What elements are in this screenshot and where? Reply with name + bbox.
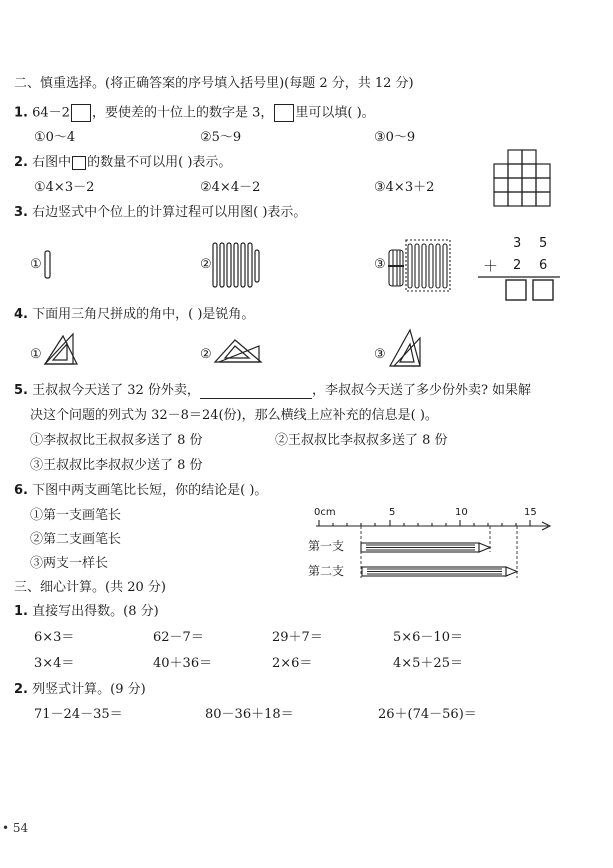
- question-text-part: 右图中: [32, 155, 72, 170]
- question-text: 右边竖式中个位上的计算过程可以用图( )表示。: [32, 205, 307, 220]
- question-text: 下图中两支画笔比长短，你的结论是( )。: [32, 483, 268, 498]
- calc-item: 62－7＝: [153, 630, 204, 645]
- question-number: 5.: [14, 383, 28, 398]
- option: ③两支一样长: [30, 556, 109, 571]
- option: ①李叔叔比王叔叔多送了 8 份: [30, 433, 203, 448]
- part-title: 直接写出得数。(8 分): [32, 604, 159, 619]
- option-label: ②: [200, 257, 212, 272]
- calc-item: 6×3＝: [34, 630, 75, 645]
- option: ③4×3＋2: [374, 180, 435, 195]
- calc-item: 40＋36＝: [153, 656, 213, 671]
- question-number: 3.: [14, 205, 28, 220]
- ruler-tick-label: 5: [389, 507, 396, 518]
- option: ①4×3－2: [34, 180, 95, 195]
- sticks-figure-2: [212, 242, 260, 290]
- pen-label-1: 第一支: [308, 539, 345, 553]
- ruler-tick-label: 10: [455, 507, 468, 518]
- vertical-bottom-ones: 6: [539, 258, 548, 273]
- option-label: ①: [30, 257, 42, 272]
- option-label: ③: [374, 257, 386, 272]
- question-text-part: 64－2: [32, 105, 70, 121]
- sticks-figure-1: [44, 250, 54, 280]
- option: ①0～4: [34, 130, 76, 145]
- option-label: ②: [200, 347, 212, 362]
- question-5-line1: [14, 383, 531, 399]
- question-number: 6.: [14, 483, 28, 498]
- question-number: 4.: [14, 307, 28, 322]
- square-grid-figure: [494, 148, 564, 214]
- part-2-title: [14, 682, 146, 698]
- answer-box: [274, 104, 294, 122]
- pen-1: [360, 541, 510, 555]
- question-2: [14, 155, 231, 171]
- ruler-tick-label: 15: [524, 507, 537, 518]
- part-number: 2.: [14, 682, 28, 697]
- option: ②4×4－2: [200, 180, 261, 195]
- fill-blank-line: [200, 386, 312, 399]
- question-3: [14, 205, 306, 221]
- vertical-answer-boxes: [478, 274, 568, 304]
- calc-item: 3×4＝: [34, 656, 75, 671]
- part-1-title: [14, 604, 159, 620]
- option: ②王叔叔比李叔叔多送了 8 份: [275, 433, 448, 448]
- ruler-tick-label: 0cm: [314, 507, 336, 518]
- section2-heading: 二、慎重选择。(将正确答案的序号填入括号里)(每题 2 分，共 12 分): [14, 76, 414, 91]
- question-text-part: 王叔叔今天送了 32 份外卖，: [32, 383, 200, 398]
- vertical-top-tens: 3: [513, 236, 522, 251]
- question-number: 1.: [14, 105, 28, 121]
- part-number: 1.: [14, 604, 28, 619]
- question-6: [14, 483, 267, 499]
- question-text-part: ，要使差的十位上的数字是 3，: [91, 105, 274, 121]
- triangle-ruler-figure-2: [213, 336, 263, 366]
- vertical-top-ones: 5: [539, 236, 548, 251]
- question-text: 下面用三角尺拼成的角中，( )是锐角。: [32, 307, 255, 322]
- vertical-calc-item: 80－36＋18＝: [205, 707, 294, 722]
- calc-item: 29＋7＝: [272, 630, 323, 645]
- sticks-figure-3: [388, 240, 458, 292]
- option: ②5～9: [200, 130, 242, 145]
- answer-box: [71, 104, 91, 122]
- option: ①第一支画笔长: [30, 508, 122, 523]
- triangle-ruler-figure-1: [43, 332, 79, 366]
- vertical-bottom-tens: 2: [513, 258, 522, 273]
- vertical-calc-item: 26＋(74－56)＝: [378, 707, 477, 722]
- pen-2: [361, 565, 521, 579]
- question-text-part: 里可以填( )。: [295, 105, 375, 121]
- page-number: • 54: [2, 821, 29, 835]
- question-number: 2.: [14, 155, 28, 170]
- question-text-part: ，李叔叔今天送了多少份外卖? 如果解: [311, 383, 532, 398]
- option: ②第二支画笔长: [30, 532, 122, 547]
- plus-sign: ＋: [483, 257, 499, 275]
- square-icon: [72, 156, 86, 170]
- question-1: [14, 104, 375, 122]
- pen-label-2: 第二支: [308, 564, 345, 578]
- option-label: ①: [30, 347, 42, 362]
- calc-item: 2×6＝: [272, 656, 313, 671]
- calc-item: 4×5＋25＝: [393, 656, 463, 671]
- vertical-calc-item: 71－24－35＝: [34, 707, 123, 722]
- question-text-part: 的数量不可以用( )表示。: [87, 155, 232, 170]
- question-5-line2: 决这个问题的列式为 32－8＝24(份)，那么横线上应补充的信息是( )。: [30, 408, 438, 423]
- triangle-ruler-figure-3: [388, 328, 424, 368]
- part-title: 列竖式计算。(9 分): [32, 682, 146, 697]
- option-label: ③: [374, 347, 386, 362]
- option: ③0～9: [374, 130, 416, 145]
- calc-item: 5×6－10＝: [393, 630, 463, 645]
- option: ③王叔叔比李叔叔少送了 8 份: [30, 458, 203, 473]
- section3-heading: 三、细心计算。(共 20 分): [14, 580, 166, 595]
- question-4: [14, 307, 254, 323]
